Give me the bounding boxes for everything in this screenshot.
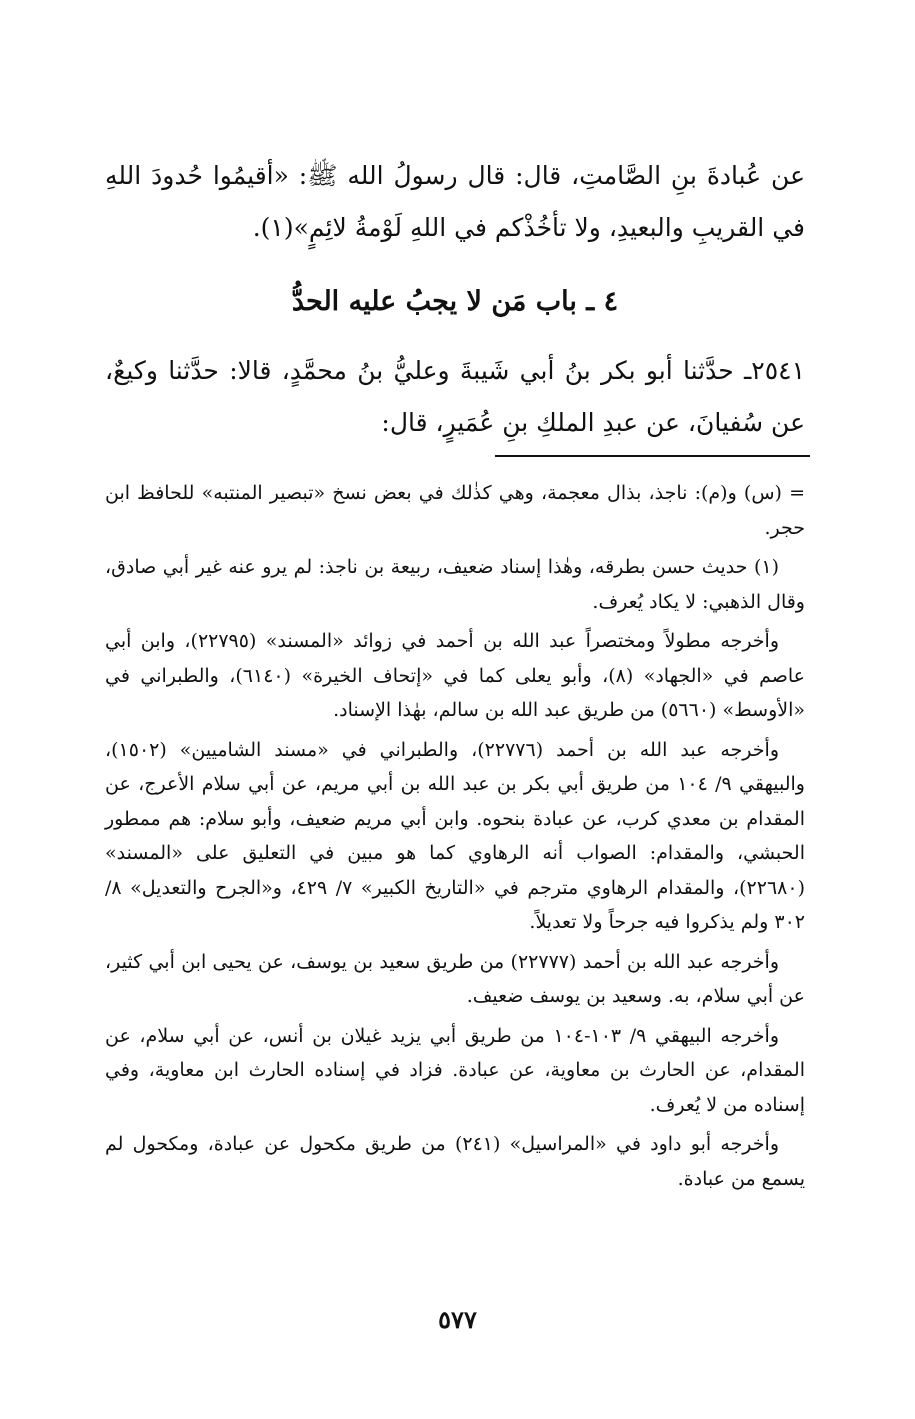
footnote-paragraph: وأخرجه البيهقي ٩/ ١٠٣-١٠٤ من طريق أبي يزيد غيلان بن أنس، عن أبي سلام، عن المقدام، عن الحارث بن معاوية، عن عبادة. فزاد في إسناده الحارث ابن معاوية، وفي إسناده من لا يُعرف. bbox=[105, 1024, 805, 1116]
hadith-text-paragraph: عن عُبادةَ بنِ الصَّامتِ، قال: قال رسولُ الله ﷺ: «أقيمُوا حُدودَ اللهِ في القريبِ والبعيدِ، ولا تأخُذْكم في اللهِ لَوْمةُ لائِمٍ»(١). bbox=[105, 161, 805, 242]
footnote-separator bbox=[495, 455, 810, 457]
footnote-1: (١) حديث حسن بطرقه، وهٰذا إسناد ضعيف، ربيعة بن ناجذ: لم يرو عنه غير أبي صادق، وقال الذهبي: لا يكاد يُعرف. bbox=[105, 556, 805, 613]
page-number: ٥٧٧ bbox=[438, 1305, 477, 1334]
footnote-paragraph: وأخرجه مطولاً ومختصراً عبد الله بن أحمد في زوائد «المسند» (٢٢٧٩٥)، وابن أبي عاصم في «الجهاد» (٨)، وأبو يعلى كما في «إتحاف الخيرة» (٦١٤٠)، والطبراني في «الأوسط» (٥٦٦٠) من طريق عبد الله بن سالم، بهٰذا الإسناد. bbox=[105, 630, 805, 721]
chapter-heading: ٤ ـ باب مَن لا يجبُ عليه الحدُّ bbox=[291, 286, 619, 317]
footnote-paragraph: وأخرجه عبد الله بن أحمد (٢٢٧٧٦)، والطبراني في «مسند الشاميين» (١٥٠٢)، والبيهقي ٩/ ١٠٤ من طريق أبي بكر بن عبد الله بن أبي مريم، عن أبي سلام الأعرج، عن المقدام بن معدي كرب، عن عبادة بنحوه. وابن أبي مريم ضعيف، وأبو سلام: هم ممطور الحبشي، والمقدام: الصواب أنه الرهاوي كما هو مبين في التعليق على «المسند» (٢٢٦٨٠)، والمقدام الرهاوي مترجم في «التاريخ الكبير» ٧/ ٤٢٩، و«الجرح والتعديل» ٨/ ٣٠٢ ولم يذكروا فيه جرحاً ولا تعديلاً. bbox=[105, 738, 805, 933]
footnote-paragraph: وأخرجه عبد الله بن أحمد (٢٢٧٧٧) من طريق سعيد بن يوسف، عن يحيى ابن أبي كثير، عن أبي سلام، به. وسعيد بن يوسف ضعيف. bbox=[105, 950, 805, 1007]
footnote-paragraph: وأخرجه أبو داود في «المراسيل» (٢٤١) من طريق مكحول عن عبادة، ومكحول لم يسمع من عبادة. bbox=[105, 1133, 805, 1190]
footnote-continuation: = (س) و(م): ناجذ، بذال معجمة، وهي كذٰلك في بعض نسخ «تبصير المنتبه» للحافظ ابن حجر. bbox=[105, 482, 805, 539]
isnad-paragraph: ٢٥٤١ـ حدَّثنا أبو بكر بنُ أبي شَيبةَ وعليُّ بنُ محمَّدٍ، قالا: حدَّثنا وكيعٌ، عن سُفيانَ، عن عبدِ الملكِ بنِ عُمَيرٍ، قال: bbox=[105, 356, 805, 437]
footnotes-section bbox=[105, 476, 805, 1201]
